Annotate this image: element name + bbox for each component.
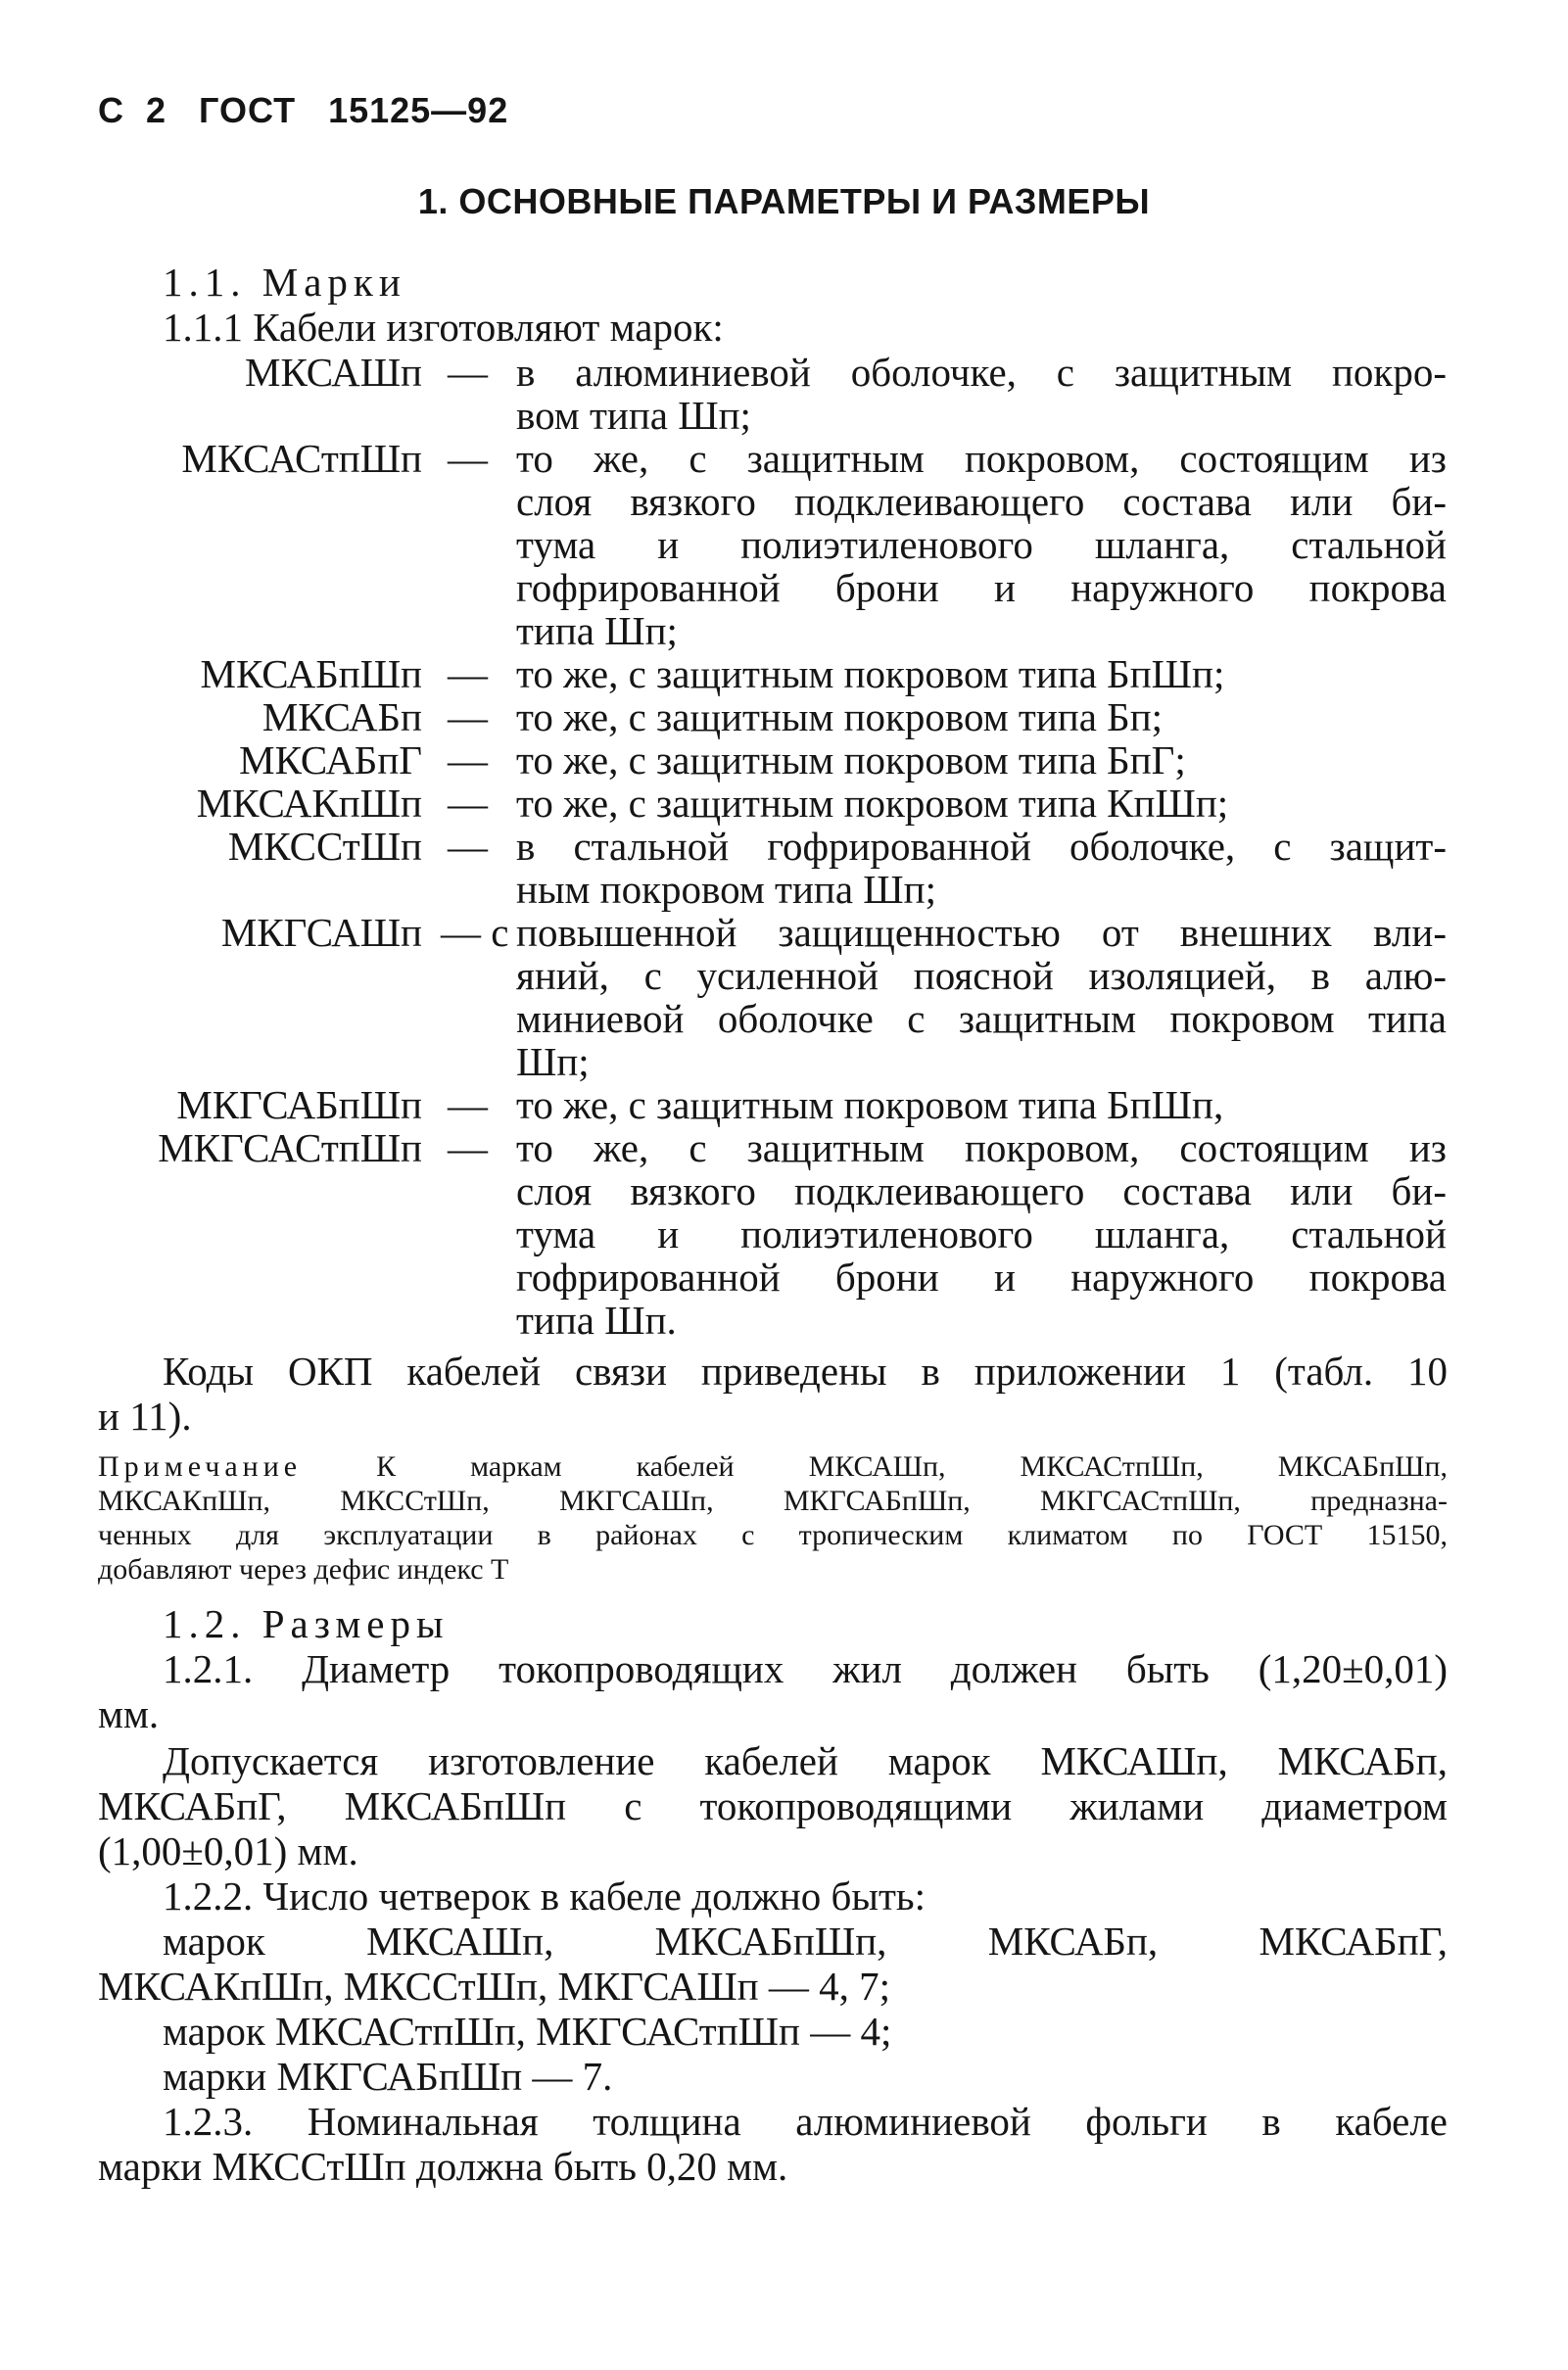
p121b-line-3: (1,00±0,01) мм. xyxy=(98,1828,358,1873)
note-block xyxy=(98,1449,1448,1587)
brand-dash: — xyxy=(448,1082,488,1127)
p121b-line-2: МКСАБпГ, МКСАБпШп с токопроводящими жилами диаметром xyxy=(98,1783,1448,1828)
p122-line-5: марки МКГСАБпШп — 7. xyxy=(163,2054,613,2099)
brand-description xyxy=(516,437,1447,652)
brand-description-line: слоя вязкого подклеивающего состава или би- xyxy=(516,479,1447,524)
p122-line-1: 1.2.2. Число четверок в кабеле должно быть: xyxy=(163,1873,926,1919)
okp-line-2: и 11). xyxy=(98,1394,192,1439)
brand-description-line: типа Шп; xyxy=(516,608,678,653)
brand-entry xyxy=(0,652,1568,695)
brand-entry xyxy=(0,910,1568,1084)
brand-name: МКСАСтпШп xyxy=(181,436,422,481)
brand-description xyxy=(516,911,1447,1083)
brand-description-line: повышенной защищенностью от внешних вли- xyxy=(516,910,1447,955)
brand-entry xyxy=(0,1083,1568,1126)
brand-description-line: вом типа Шп; xyxy=(516,393,751,438)
brand-dash: — xyxy=(448,694,488,739)
intro-paragraph: 1.1.1 Кабели изготовляют марок: xyxy=(163,305,724,350)
brand-description xyxy=(516,652,1447,695)
p121-line-1: 1.2.1. Диаметр токопроводящих жил должен быть (1,20±0,01) xyxy=(163,1646,1448,1691)
brand-entry xyxy=(0,695,1568,738)
okp-line-1: Коды ОКП кабелей связи приведены в приложении 1 (табл. 10 xyxy=(163,1349,1448,1394)
brand-name: МКГСАСтпШп xyxy=(158,1125,422,1170)
p123-line-1: 1.2.3. Номинальная толщина алюминиевой фольги в кабеле xyxy=(163,2099,1448,2144)
brand-dash: — xyxy=(448,824,488,869)
brand-name: МКГСАШп xyxy=(220,910,422,955)
subsection-heading-sizes: 1.2. Размеры xyxy=(163,1601,450,1646)
brand-name: МКССтШп xyxy=(227,824,422,869)
brand-description xyxy=(516,1126,1447,1342)
brand-name: МКСАБп xyxy=(261,694,422,739)
brand-description-line: слоя вязкого подклеивающего состава или би- xyxy=(516,1168,1447,1213)
brand-description-line: то же, с защитным покровом, состоящим из xyxy=(516,1125,1447,1170)
brand-description xyxy=(516,825,1447,911)
brand-description-line: яний, с усиленной поясной изоляцией, в алю- xyxy=(516,953,1447,998)
brand-description-line: типа Шп. xyxy=(516,1298,677,1343)
brand-description-line: гофрированной брони и наружного покрова xyxy=(516,565,1447,610)
brand-dash: — xyxy=(448,781,488,826)
brand-name: МКГСАБпШп xyxy=(176,1082,422,1127)
brand-dash: — xyxy=(448,651,488,696)
brand-dash: — xyxy=(448,350,488,395)
p121-line-2: мм. xyxy=(98,1691,160,1736)
brand-name: МКСАБпГ xyxy=(239,737,422,782)
note-line-4: добавляют через дефис индекс Т xyxy=(98,1553,509,1586)
brand-description-line: то же, с защитным покровом типа БпШп; xyxy=(516,651,1225,696)
brand-description xyxy=(516,351,1447,437)
brand-description-line: то же, с защитным покровом типа КпШп; xyxy=(516,781,1229,826)
brand-description xyxy=(516,1083,1447,1126)
brand-description-line: то же, с защитным покровом типа Бп; xyxy=(516,694,1164,739)
note-line-1 xyxy=(98,1449,1448,1484)
brand-name: МКСАКпШп xyxy=(196,781,422,826)
brand-entry xyxy=(0,782,1568,825)
p122-line-4: марок МКСАСтпШп, МКГСАСтпШп — 4; xyxy=(163,2009,892,2054)
brand-description-line: ным покровом типа Шп; xyxy=(516,867,936,912)
subsection-heading-marks: 1.1. Марки xyxy=(163,260,406,305)
note-line-3: ченных для эксплуатации в районах с тропическим климатом по ГОСТ 15150, xyxy=(98,1519,1448,1551)
brand-dash: — xyxy=(448,737,488,782)
brand-dash: — xyxy=(448,436,488,481)
section-title: 1. ОСНОВНЫЕ ПАРАМЕТРЫ И РАЗМЕРЫ xyxy=(417,181,1151,221)
brand-entry xyxy=(0,350,1568,438)
brand-description-line: тума и полиэтиленового шланга, стальной xyxy=(516,522,1447,567)
note-line-1-text: К маркам кабелей МКСАШп, МКСАСтпШп, МКСАБпШп, xyxy=(376,1450,1449,1483)
p122-line-3: МКСАКпШп, МКССтШп, МКГСАШп — 4, 7; xyxy=(98,1964,891,2009)
brand-description-line: в стальной гофрированной оболочке, с защит- xyxy=(516,824,1447,869)
brand-description xyxy=(516,782,1447,825)
brand-description-line: в алюминиевой оболочке, с защитным покро- xyxy=(516,350,1447,395)
p122-line-2: марок МКСАШп, МКСАБпШп, МКСАБп, МКСАБпГ, xyxy=(163,1919,1448,1964)
p121b-line-1: Допускается изготовление кабелей марок МКСАШп, МКСАБп, xyxy=(163,1738,1448,1783)
brand-description-line: миниевой оболочке с защитным покровом типа xyxy=(516,996,1447,1041)
brand-entry xyxy=(0,824,1568,912)
brand-entry xyxy=(0,738,1568,782)
brand-description xyxy=(516,738,1447,782)
running-head: С 2 ГОСТ 15125—92 xyxy=(98,90,509,130)
brand-description xyxy=(516,695,1447,738)
brand-entry xyxy=(0,436,1568,653)
brand-description-line: то же, с защитным покровом типа БпШп, xyxy=(516,1082,1224,1127)
brand-name: МКСАБпШп xyxy=(200,651,422,696)
brand-description-line: тума и полиэтиленового шланга, стальной xyxy=(516,1211,1447,1256)
p123-line-2: марки МКССтШп должна быть 0,20 мм. xyxy=(98,2144,788,2189)
brand-description-line: то же, с защитным покровом типа БпГ; xyxy=(516,737,1186,782)
brand-name: МКСАШп xyxy=(245,350,422,395)
brand-description-line: гофрированной брони и наружного покрова xyxy=(516,1255,1447,1300)
brand-entry xyxy=(0,1125,1568,1343)
brand-dash: — с xyxy=(441,910,509,955)
note-line-2: МКСАКпШп, МКССтШп, МКГСАШп, МКГСАБпШп, МКГСАСтпШп, предназна- xyxy=(98,1485,1448,1517)
note-label: Примечание xyxy=(98,1450,303,1483)
brand-description-line: то же, с защитным покровом, состоящим из xyxy=(516,436,1447,481)
brand-dash: — xyxy=(448,1125,488,1170)
brand-description-line: Шп; xyxy=(516,1039,590,1084)
